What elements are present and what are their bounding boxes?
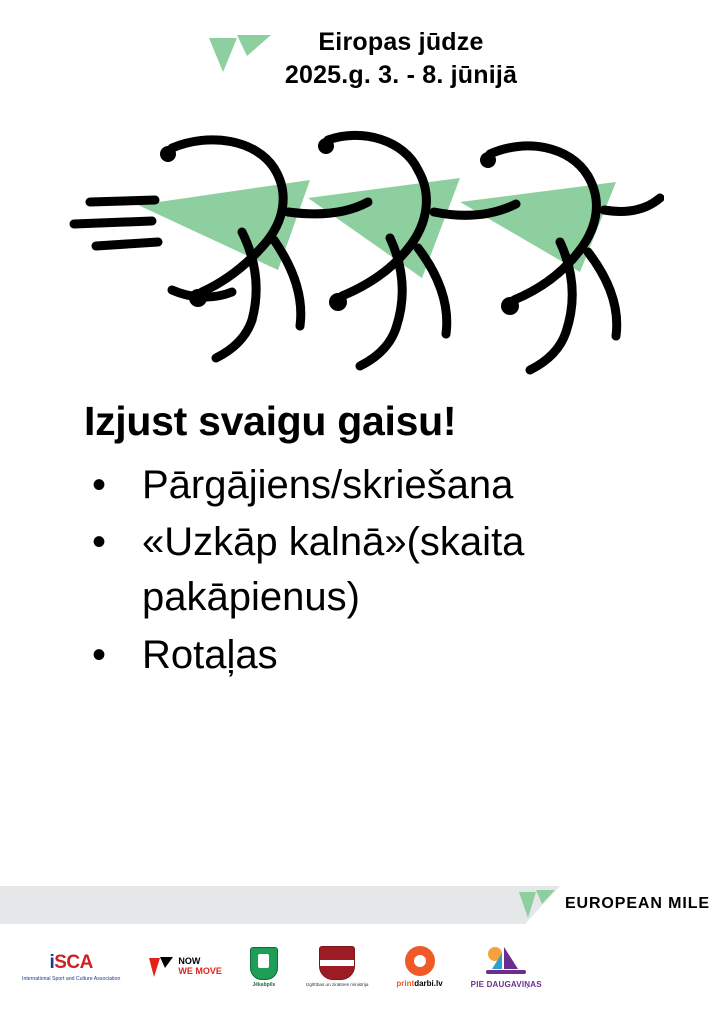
bullet-icon: • <box>92 520 107 565</box>
sailboat-icon <box>482 945 530 979</box>
running-figures-illustration <box>60 120 664 380</box>
municipality-shield-icon <box>250 947 278 980</box>
activity-list <box>84 458 664 685</box>
isca-wordmark-rest: SCA <box>54 951 93 973</box>
pie-daugavinas-caption: PIE DAUGAVIŅAS <box>470 980 542 989</box>
sponsor-now-we-move <box>148 939 222 995</box>
ministry-caption: Izglītības un zinātnes ministrija <box>305 982 369 988</box>
municipality-caption: Jēkabpils <box>252 981 276 988</box>
isca-wordmark <box>49 952 92 974</box>
sponsor-logo-row <box>22 936 712 998</box>
footer-band <box>0 886 724 924</box>
bullet-icon: • <box>92 632 107 677</box>
isca-subtitle: International Sport and Culture Association <box>22 975 121 982</box>
list-item-label: Pārgājiens/skriešana <box>142 463 514 507</box>
list-item <box>84 628 664 683</box>
sponsor-ministry <box>306 939 369 995</box>
sponsor-pie-daugavinas <box>471 939 542 995</box>
isca-wordmark-i: i <box>49 951 55 973</box>
list-item-label: «Uzkāp kalnā»(skaita pakāpienus) <box>142 520 525 620</box>
sponsor-municipality <box>250 939 278 995</box>
list-item-label: Rotaļas <box>142 632 278 677</box>
sponsor-printdarbi <box>396 939 442 995</box>
bullet-icon: • <box>92 463 107 507</box>
footer-band-shape <box>0 886 560 924</box>
header-title <box>285 26 517 92</box>
list-item <box>84 458 664 513</box>
page-title: Izjust svaigu gaisu! <box>84 398 457 444</box>
now-we-move-line1: NOW <box>178 956 201 967</box>
header-title-line1: Eiropas jūdze <box>318 28 484 56</box>
sponsor-isca <box>22 939 120 995</box>
header-title-line2: 2025.g. 3. - 8. jūnijā <box>284 61 518 89</box>
ministry-crest-icon <box>319 946 355 980</box>
list-item <box>84 515 664 625</box>
now-we-move-line2: WE MOVE <box>178 966 222 976</box>
footer-brand <box>518 888 710 920</box>
footer-brand-label: EUROPEAN MILE <box>564 895 710 912</box>
poster-header <box>0 26 724 92</box>
european-mile-arrow-logo-icon <box>518 888 556 920</box>
printdarbi-ring-icon <box>405 946 435 976</box>
printdarbi-caption-2: darbi.lv <box>414 979 443 988</box>
european-mile-arrow-logo-icon <box>207 32 273 74</box>
now-we-move-arrow-icon <box>148 956 174 978</box>
printdarbi-caption-1: print <box>396 979 415 988</box>
